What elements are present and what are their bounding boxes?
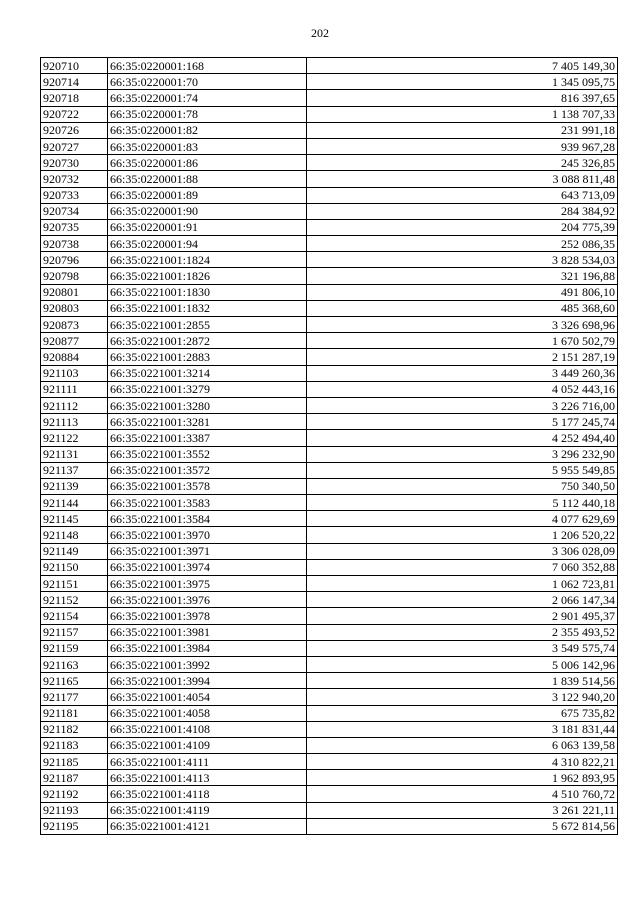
table-row (41, 673, 618, 689)
cadastral-value-cell: 6 063 139,58 (307, 737, 618, 753)
row-number-cell: 920884 (41, 349, 108, 365)
table-row (41, 106, 618, 122)
cadastral-value-cell: 5 672 814,56 (307, 818, 618, 834)
row-number-cell: 921181 (41, 705, 108, 721)
table-row (41, 284, 618, 300)
cadastral-value-cell: 2 355 493,52 (307, 624, 618, 640)
table-row (41, 624, 618, 640)
cadastral-number-cell: 66:35:0221001:4113 (108, 770, 307, 786)
cadastral-value-cell: 4 052 443,16 (307, 381, 618, 397)
cadastral-number-cell: 66:35:0220001:91 (108, 219, 307, 235)
table-row (41, 187, 618, 203)
table-row (41, 721, 618, 737)
table-row (41, 171, 618, 187)
cadastral-value-cell: 1 839 514,56 (307, 673, 618, 689)
cadastral-value-cell: 4 077 629,69 (307, 511, 618, 527)
table-row (41, 365, 618, 381)
cadastral-number-cell: 66:35:0221001:2883 (108, 349, 307, 365)
cadastral-value-cell: 3 088 811,48 (307, 171, 618, 187)
cadastral-number-cell: 66:35:0221001:3992 (108, 656, 307, 672)
cadastral-number-cell: 66:35:0221001:1830 (108, 284, 307, 300)
cadastral-number-cell: 66:35:0220001:82 (108, 122, 307, 138)
table-row (41, 462, 618, 478)
cadastral-number-cell: 66:35:0221001:3572 (108, 462, 307, 478)
cadastral-number-cell: 66:35:0221001:4054 (108, 689, 307, 705)
cadastral-value-cell: 284 384,92 (307, 203, 618, 219)
table-row (41, 559, 618, 575)
row-number-cell: 921182 (41, 721, 108, 737)
table-body (41, 58, 618, 835)
table-row (41, 155, 618, 171)
row-number-cell: 920710 (41, 58, 108, 74)
cadastral-number-cell: 66:35:0220001:70 (108, 74, 307, 90)
cadastral-number-cell: 66:35:0221001:3974 (108, 559, 307, 575)
table-row (41, 608, 618, 624)
table-row (41, 74, 618, 90)
table-row (41, 122, 618, 138)
cadastral-number-cell: 66:35:0221001:3971 (108, 543, 307, 559)
cadastral-value-cell: 245 326,85 (307, 155, 618, 171)
cadastral-number-cell: 66:35:0221001:3584 (108, 511, 307, 527)
row-number-cell: 920722 (41, 106, 108, 122)
table-row (41, 333, 618, 349)
table-row (41, 705, 618, 721)
table-row (41, 543, 618, 559)
cadastral-number-cell: 66:35:0220001:83 (108, 138, 307, 154)
cadastral-number-cell: 66:35:0220001:88 (108, 171, 307, 187)
cadastral-number-cell: 66:35:0221001:2855 (108, 317, 307, 333)
cadastral-number-cell: 66:35:0220001:94 (108, 236, 307, 252)
table-row (41, 737, 618, 753)
cadastral-value-cell: 3 261 221,11 (307, 802, 618, 818)
table-row (41, 592, 618, 608)
cadastral-number-cell: 66:35:0221001:2872 (108, 333, 307, 349)
row-number-cell: 920735 (41, 219, 108, 235)
cadastral-number-cell: 66:35:0221001:3984 (108, 640, 307, 656)
cadastral-number-cell: 66:35:0221001:3279 (108, 381, 307, 397)
table-row (41, 689, 618, 705)
cadastral-number-cell: 66:35:0221001:3978 (108, 608, 307, 624)
cadastral-value-cell: 7 405 149,30 (307, 58, 618, 74)
cadastral-number-cell: 66:35:0221001:3387 (108, 430, 307, 446)
table-row (41, 511, 618, 527)
page-number: 202 (311, 26, 329, 40)
cadastral-value-cell: 3 828 534,03 (307, 252, 618, 268)
cadastral-value-cell: 1 138 707,33 (307, 106, 618, 122)
cadastral-value-table (40, 57, 618, 835)
cadastral-number-cell: 66:35:0221001:4058 (108, 705, 307, 721)
cadastral-number-cell: 66:35:0221001:3970 (108, 527, 307, 543)
row-number-cell: 920732 (41, 171, 108, 187)
row-number-cell: 921157 (41, 624, 108, 640)
cadastral-value-cell: 252 086,35 (307, 236, 618, 252)
row-number-cell: 920726 (41, 122, 108, 138)
row-number-cell: 920718 (41, 90, 108, 106)
cadastral-number-cell: 66:35:0221001:4108 (108, 721, 307, 737)
cadastral-value-cell: 4 510 760,72 (307, 786, 618, 802)
table-row (41, 818, 618, 834)
cadastral-value-cell: 750 340,50 (307, 478, 618, 494)
row-number-cell: 921159 (41, 640, 108, 656)
row-number-cell: 920734 (41, 203, 108, 219)
cadastral-value-cell: 5 955 549,85 (307, 462, 618, 478)
table-row (41, 802, 618, 818)
table-row (41, 786, 618, 802)
row-number-cell: 921195 (41, 818, 108, 834)
row-number-cell: 920727 (41, 138, 108, 154)
table-row (41, 478, 618, 494)
cadastral-value-cell: 204 775,39 (307, 219, 618, 235)
table-row (41, 576, 618, 592)
cadastral-value-cell: 1 345 095,75 (307, 74, 618, 90)
cadastral-number-cell: 66:35:0221001:4109 (108, 737, 307, 753)
row-number-cell: 921193 (41, 802, 108, 818)
cadastral-value-cell: 7 060 352,88 (307, 559, 618, 575)
cadastral-number-cell: 66:35:0220001:89 (108, 187, 307, 203)
row-number-cell: 920877 (41, 333, 108, 349)
row-number-cell: 921144 (41, 495, 108, 511)
table-row (41, 656, 618, 672)
row-number-cell: 920738 (41, 236, 108, 252)
table-row (41, 252, 618, 268)
table-row (41, 446, 618, 462)
row-number-cell: 921137 (41, 462, 108, 478)
cadastral-value-cell: 491 806,10 (307, 284, 618, 300)
table-row (41, 219, 618, 235)
cadastral-value-cell: 3 296 232,90 (307, 446, 618, 462)
row-number-cell: 921122 (41, 430, 108, 446)
cadastral-number-cell: 66:35:0220001:90 (108, 203, 307, 219)
cadastral-number-cell: 66:35:0221001:3552 (108, 446, 307, 462)
cadastral-number-cell: 66:35:0221001:3976 (108, 592, 307, 608)
row-number-cell: 921113 (41, 414, 108, 430)
cadastral-value-cell: 939 967,28 (307, 138, 618, 154)
cadastral-value-cell: 1 062 723,81 (307, 576, 618, 592)
cadastral-number-cell: 66:35:0221001:3280 (108, 397, 307, 413)
row-number-cell: 921150 (41, 559, 108, 575)
cadastral-value-cell: 3 122 940,20 (307, 689, 618, 705)
cadastral-number-cell: 66:35:0221001:1824 (108, 252, 307, 268)
row-number-cell: 921145 (41, 511, 108, 527)
row-number-cell: 920803 (41, 300, 108, 316)
cadastral-value-cell: 3 306 028,09 (307, 543, 618, 559)
cadastral-number-cell: 66:35:0221001:1832 (108, 300, 307, 316)
row-number-cell: 921151 (41, 576, 108, 592)
cadastral-number-cell: 66:35:0221001:3214 (108, 365, 307, 381)
cadastral-value-cell: 1 962 893,95 (307, 770, 618, 786)
row-number-cell: 920714 (41, 74, 108, 90)
row-number-cell: 921131 (41, 446, 108, 462)
cadastral-number-cell: 66:35:0221001:4119 (108, 802, 307, 818)
row-number-cell: 920796 (41, 252, 108, 268)
table-row (41, 495, 618, 511)
row-number-cell: 921148 (41, 527, 108, 543)
row-number-cell: 921103 (41, 365, 108, 381)
cadastral-value-cell: 2 151 287,19 (307, 349, 618, 365)
row-number-cell: 921192 (41, 786, 108, 802)
cadastral-value-cell: 5 177 245,74 (307, 414, 618, 430)
cadastral-number-cell: 66:35:0220001:168 (108, 58, 307, 74)
cadastral-value-cell: 1 670 502,79 (307, 333, 618, 349)
cadastral-value-cell: 321 196,88 (307, 268, 618, 284)
cadastral-value-cell: 231 991,18 (307, 122, 618, 138)
row-number-cell: 920873 (41, 317, 108, 333)
row-number-cell: 921183 (41, 737, 108, 753)
cadastral-value-cell: 2 901 495,37 (307, 608, 618, 624)
table-row (41, 203, 618, 219)
table-row (41, 317, 618, 333)
row-number-cell: 921187 (41, 770, 108, 786)
table-row (41, 381, 618, 397)
cadastral-number-cell: 66:35:0221001:4121 (108, 818, 307, 834)
row-number-cell: 920733 (41, 187, 108, 203)
cadastral-value-cell: 485 368,60 (307, 300, 618, 316)
row-number-cell: 921111 (41, 381, 108, 397)
cadastral-value-cell: 5 112 440,18 (307, 495, 618, 511)
row-number-cell: 920801 (41, 284, 108, 300)
cadastral-number-cell: 66:35:0221001:3994 (108, 673, 307, 689)
cadastral-value-cell: 4 310 822,21 (307, 754, 618, 770)
cadastral-number-cell: 66:35:0221001:3981 (108, 624, 307, 640)
table-row (41, 349, 618, 365)
cadastral-value-cell: 3 449 260,36 (307, 365, 618, 381)
cadastral-number-cell: 66:35:0220001:74 (108, 90, 307, 106)
row-number-cell: 921112 (41, 397, 108, 413)
cadastral-number-cell: 66:35:0221001:1826 (108, 268, 307, 284)
row-number-cell: 921165 (41, 673, 108, 689)
table-row (41, 236, 618, 252)
cadastral-number-cell: 66:35:0221001:3583 (108, 495, 307, 511)
cadastral-value-cell: 2 066 147,34 (307, 592, 618, 608)
row-number-cell: 921139 (41, 478, 108, 494)
cadastral-number-cell: 66:35:0220001:78 (108, 106, 307, 122)
row-number-cell: 921185 (41, 754, 108, 770)
table-row (41, 90, 618, 106)
row-number-cell: 921149 (41, 543, 108, 559)
cadastral-value-cell: 675 735,82 (307, 705, 618, 721)
cadastral-number-cell: 66:35:0221001:3281 (108, 414, 307, 430)
cadastral-value-cell: 3 226 716,00 (307, 397, 618, 413)
row-number-cell: 921163 (41, 656, 108, 672)
table-row (41, 268, 618, 284)
table-row (41, 430, 618, 446)
table-row (41, 397, 618, 413)
cadastral-number-cell: 66:35:0221001:3578 (108, 478, 307, 494)
cadastral-value-cell: 4 252 494,40 (307, 430, 618, 446)
cadastral-value-cell: 3 549 575,74 (307, 640, 618, 656)
table-row (41, 138, 618, 154)
table-row (41, 527, 618, 543)
cadastral-number-cell: 66:35:0221001:4111 (108, 754, 307, 770)
cadastral-value-cell: 3 181 831,44 (307, 721, 618, 737)
row-number-cell: 920798 (41, 268, 108, 284)
row-number-cell: 921152 (41, 592, 108, 608)
cadastral-number-cell: 66:35:0221001:3975 (108, 576, 307, 592)
table-row (41, 754, 618, 770)
cadastral-value-cell: 5 006 142,96 (307, 656, 618, 672)
cadastral-value-cell: 3 326 698,96 (307, 317, 618, 333)
table-row (41, 770, 618, 786)
cadastral-number-cell: 66:35:0220001:86 (108, 155, 307, 171)
table-row (41, 640, 618, 656)
row-number-cell: 921177 (41, 689, 108, 705)
table-row (41, 58, 618, 74)
table-row (41, 414, 618, 430)
cadastral-value-cell: 643 713,09 (307, 187, 618, 203)
row-number-cell: 921154 (41, 608, 108, 624)
row-number-cell: 920730 (41, 155, 108, 171)
cadastral-value-cell: 1 206 520,22 (307, 527, 618, 543)
cadastral-value-cell: 816 397,65 (307, 90, 618, 106)
table-row (41, 300, 618, 316)
cadastral-number-cell: 66:35:0221001:4118 (108, 786, 307, 802)
